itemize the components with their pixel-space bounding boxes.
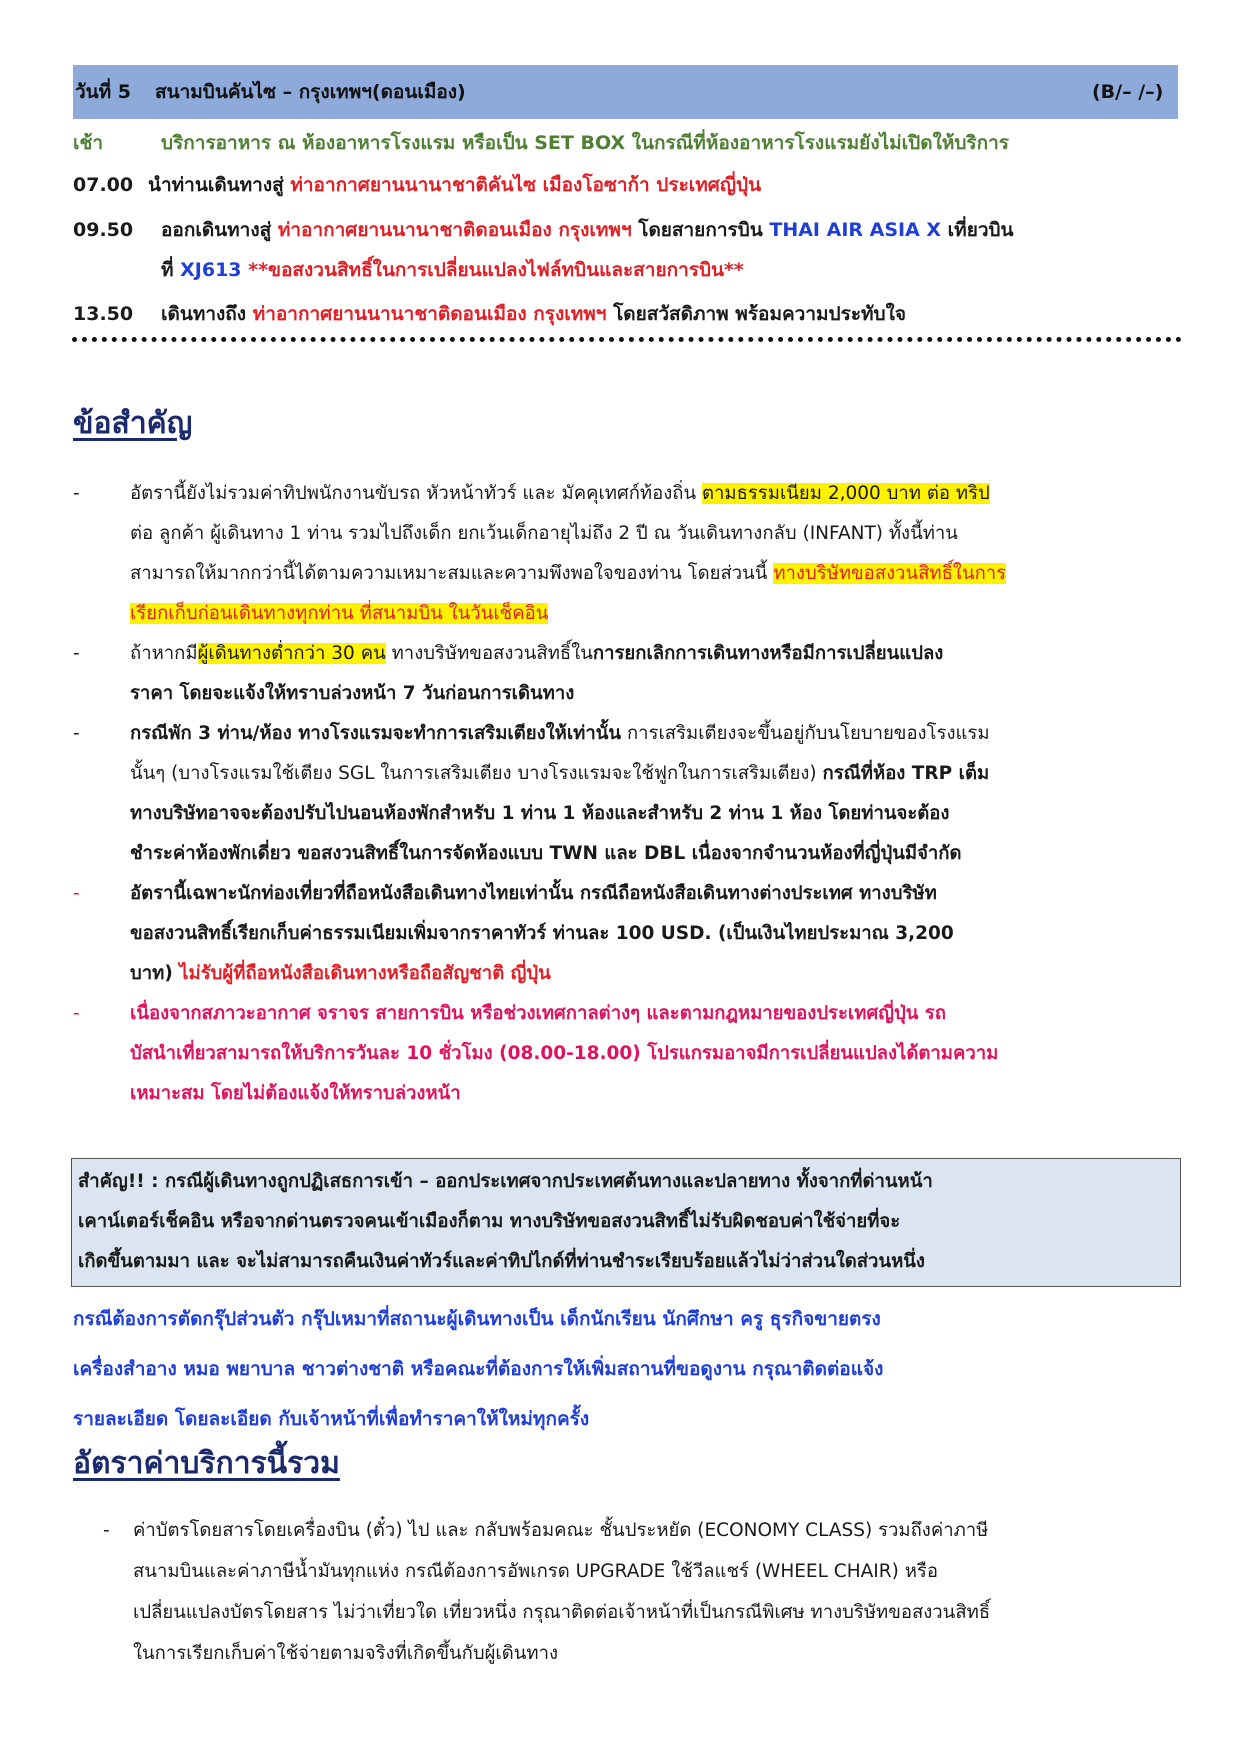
item-text: ในการเรียกเก็บค่าใช้จ่ายตามจริงที่เกิดขึ้นกับผู้เดินทาง <box>133 1643 559 1664</box>
item-text: อัตรานี้ยังไม่รวมค่าทิปพนักงานขับรถ หัวหน้าทัวร์ และ มัคคุเทศก์ท้องถิ่น <box>130 483 702 504</box>
item-text: ไม่รับผู้ที่ถือหนังสือเดินทางหรือถือสัญชาติ ญี่ปุ่น <box>179 963 551 984</box>
section-title-rates: อัตราค่าบริการนี้รวม <box>73 1446 340 1481</box>
itinerary-time: 09.50 <box>73 219 134 241</box>
bullet-dash: - <box>73 1003 80 1024</box>
bullet-dash: - <box>73 483 80 504</box>
bullet-dash: - <box>103 1520 110 1541</box>
itinerary-text: โดยสวัสดิภาพ พร้อมความประทับใจ <box>606 303 907 325</box>
highlight-text: ทางบริษัทขอสงวนสิทธิ์ในการ <box>773 563 1007 584</box>
itinerary-time: 13.50 <box>73 303 134 325</box>
item-text: บัสนำเที่ยวสามารถให้บริการวันละ 10 ชั่วโมง (08.00-18.00) โปรแกรมอาจมีการเปลี่ยนแปลงได้ตามความ <box>130 1043 999 1064</box>
note-text: กรณีต้องการตัดกรุ๊ปส่วนตัว กรุ๊ปเหมาที่สถานะผู้เดินทางเป็น เด็กนักเรียน นักศึกษา ครู ธุรกิจขายตรง <box>73 1308 881 1330</box>
itinerary-text: ที่ <box>161 259 181 281</box>
notice-box <box>71 1158 1181 1287</box>
day-route: สนามบินคันไซ – กรุงเทพฯ(ดอนเมือง) <box>155 81 466 103</box>
flight-note: **ขอสงวนสิทธิ์ในการเปลี่ยนแปลงไฟล์ทบินและสายการบิน** <box>241 259 744 281</box>
itinerary-text: ออกเดินทางสู่ <box>161 219 278 241</box>
item-text: การเสริมเตียงจะขึ้นอยู่กับนโยบายของโรงแรม <box>621 723 990 744</box>
item-text: เนื่องจากสภาวะอากาศ จราจร สายการบิน หรือช่วงเทศกาลต่างๆ และตามกฎหมายของประเทศญี่ปุ่น รถ <box>130 1003 946 1024</box>
flight-number: XJ613 <box>180 259 242 281</box>
list-item <box>73 634 1183 714</box>
list-item <box>73 874 1183 994</box>
highlight-text: เรียกเก็บก่อนเดินทางทุกท่าน ที่สนามบิน ในวันเช็คอิน <box>130 603 549 624</box>
item-text: นั้นๆ (บางโรงแรมใช้เตียง SGL ในการเสริมเตียง บางโรงแรมจะใช้ฟูกในการเสริมเตียง) <box>130 763 823 784</box>
day-label: วันที่ 5 <box>75 81 132 103</box>
note-text: รายละเอียด โดยละเอียด กับเจ้าหน้าที่เพื่อทำราคาให้ใหม่ทุกครั้ง <box>73 1408 590 1430</box>
item-text: กรณีพัก 3 ท่าน/ห้อง ทางโรงแรมจะทำการเสริมเตียงให้เท่านั้น <box>130 723 622 744</box>
note-text: เครื่องสำอาง หมอ พยาบาล ชาวต่างชาติ หรือคณะที่ต้องการให้เพิ่มสถานที่ขอดูงาน กรุณาติดต่อแจ้ง <box>73 1358 884 1380</box>
item-text: เหมาะสม โดยไม่ต้องแจ้งให้ทราบล่วงหน้า <box>130 1083 461 1104</box>
item-text: ค่าบัตรโดยสารโดยเครื่องบิน (ตั๋ว) ไป และ กลับพร้อมคณะ ชั้นประหยัด (ECONOMY CLASS) รวมถึงค่าภาษี <box>133 1520 989 1541</box>
place-name: ท่าอากาศยานนานาชาติคันไซ เมืองโอซาก้า ประเทศญี่ปุ่น <box>290 174 762 196</box>
item-text: ต่อ ลูกค้า ผู้เดินทาง 1 ท่าน รวมไปถึงเด็ก ยกเว้นเด็กอายุไม่ถึง 2 ปี ณ วันเดินทางกลับ (INFANT) ทั้งนี้ท่าน <box>130 523 958 544</box>
item-text: ทางบริษัทขอสงวนสิทธิ์ใน <box>385 643 593 664</box>
list-item <box>103 1510 1183 1674</box>
notice-text: เกิดขึ้นตามมา และ จะไม่สามารถคืนเงินค่าทัวร์และค่าทิปไกด์ที่ท่านชำระเรียบร้อยแล้วไม่ว่าส่วนใดส่วนหนึ่ง <box>78 1251 925 1272</box>
list-item <box>73 474 1183 634</box>
rates-list <box>103 1510 1183 1674</box>
notice-text: เคาน์เตอร์เช็คอิน หรือจากด่านตรวจคนเข้าเมืองก็ตาม ทางบริษัทขอสงวนสิทธิ์ไม่รับผิดชอบค่าใช้จ่ายที่จะ <box>78 1211 901 1232</box>
item-text: ชำระค่าห้องพักเดี่ยว ขอสงวนสิทธิ์ในการจัดห้องแบบ TWN และ DBL เนื่องจากจำนวนห้องที่ญี่ปุ่นมีจำกัด <box>130 843 962 864</box>
item-text: การยกเลิกการเดินทางหรือมีการเปลี่ยนแปลง <box>592 643 944 664</box>
item-text: เปลี่ยนแปลงบัตรโดยสาร ไม่ว่าเที่ยวใด เที่ยวหนึ่ง กรุณาติดต่อเจ้าหน้าที่เป็นกรณีพิเศษ ทางบริษัทขอสงวนสิทธิ์ <box>133 1602 991 1623</box>
itinerary-text: เที่ยวบิน <box>941 219 1014 241</box>
item-text: ขอสงวนสิทธิ์เรียกเก็บค่าธรรมเนียมเพิ่มจากราคาทัวร์ ท่านละ 100 USD. (เป็นเงินไทยประมาณ 3,200 <box>130 923 954 944</box>
place-name: ท่าอากาศยานนานาชาติดอนเมือง กรุงเทพฯ <box>277 219 632 241</box>
highlight-text: ตามธรรมเนียม 2,000 บาท ต่อ ทริป <box>701 483 990 504</box>
itinerary-time: 07.00 <box>73 174 134 196</box>
item-text: สนามบินและค่าภาษีน้ำมันทุกแห่ง กรณีต้องการอัพเกรด UPGRADE ใช้วีลแชร์ (WHEEL CHAIR) หรือ <box>133 1561 938 1582</box>
section-title-important: ข้อสำคัญ <box>73 406 193 441</box>
bullet-dash: - <box>73 883 80 904</box>
item-text: บาท) <box>130 963 180 984</box>
item-text: ถ้าหากมี <box>130 643 198 664</box>
dotted-divider <box>72 337 1182 342</box>
itinerary-text: นำท่านเดินทางสู่ <box>148 174 291 196</box>
item-text: กรณีที่ห้อง TRP เต็ม <box>822 763 990 784</box>
itinerary-text: บริการอาหาร ณ ห้องอาหารโรงแรม หรือเป็น SET BOX ในกรณีที่ห้องอาหารโรงแรมยังไม่เปิดให้บริการ <box>161 132 1010 154</box>
item-text: ราคา โดยจะแจ้งให้ทราบล่วงหน้า 7 วันก่อนการเดินทาง <box>130 683 575 704</box>
list-item <box>73 714 1183 874</box>
important-list <box>73 474 1183 1114</box>
private-group-note <box>73 1294 1183 1444</box>
item-text: อัตรานี้เฉพาะนักท่องเที่ยวที่ถือหนังสือเดินทางไทยเท่านั้น กรณีถือหนังสือเดินทางต่างประเทศ ทางบริษัท <box>130 883 937 904</box>
bullet-dash: - <box>73 723 80 744</box>
itinerary-time: เช้า <box>73 132 104 154</box>
notice-text: สำคัญ!! : กรณีผู้เดินทางถูกปฏิเสธการเข้า – ออกประเทศจากประเทศต้นทางและปลายทาง ทั้งจากที่ด่านหน้า <box>78 1171 933 1192</box>
bullet-dash: - <box>73 643 80 664</box>
day-meals: (B/– /–) <box>1092 81 1164 103</box>
item-text: ทางบริษัทอาจจะต้องปรับไปนอนห้องพักสำหรับ 1 ท่าน 1 ห้องและสำหรับ 2 ท่าน 1 ห้อง โดยท่านจะต้อง <box>130 803 950 824</box>
day-header <box>73 65 1178 119</box>
item-text: สามารถให้มากกว่านี้ได้ตามความเหมาะสมและความพึงพอใจของท่าน โดยส่วนนี้ <box>130 563 774 584</box>
airline-name: THAI AIR ASIA X <box>769 219 942 241</box>
list-item <box>73 994 1183 1114</box>
place-name: ท่าอากาศยานนานาชาติดอนเมือง กรุงเทพฯ <box>252 303 607 325</box>
itinerary-text: โดยสายการบิน <box>631 219 770 241</box>
itinerary-text: เดินทางถึง <box>161 303 253 325</box>
highlight-text: ผู้เดินทางต่ำกว่า 30 คน <box>197 643 386 664</box>
